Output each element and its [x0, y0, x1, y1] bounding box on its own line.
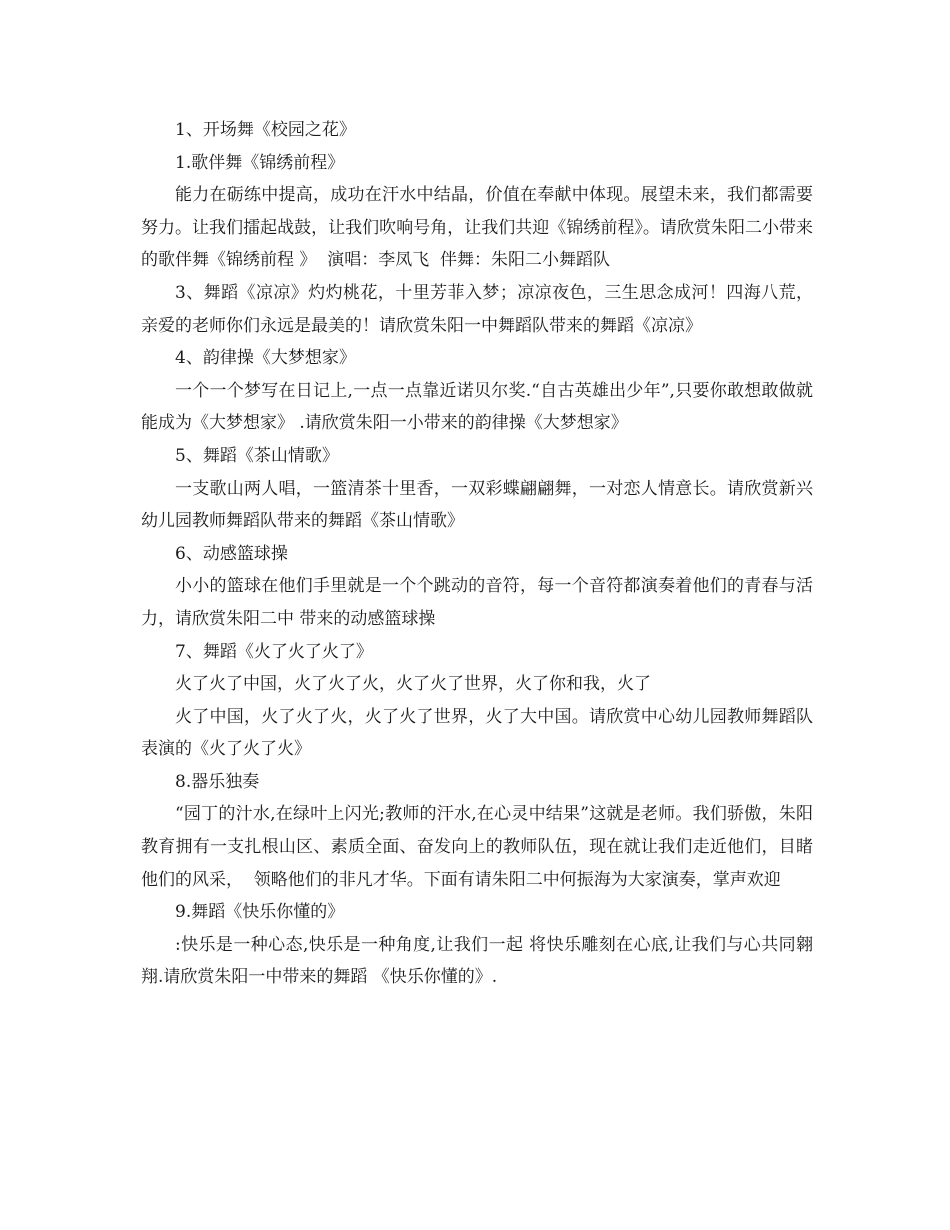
document-body [141, 114, 813, 994]
program-item-title: 7、舞蹈《火了火了火了》 [175, 641, 373, 662]
program-item-intro: 3、舞蹈《凉凉》灼灼桃花，十里芳菲入梦；凉凉夜色，三生思念成河！四海八荒，亲爱的老师你们永远是最美的！请欣赏朱阳一中舞蹈队带来的舞蹈《凉凉》 [141, 282, 813, 336]
program-item-title: 9.舞蹈《快乐你懂的》 [175, 902, 345, 923]
program-item-intro: 火了中国，火了火了火，火了火了世界，火了大中国。请欣赏中心幼儿园教师舞蹈队表演的《火了火了火》 [141, 706, 813, 760]
program-item-title: 6、动感篮球操 [175, 543, 288, 564]
program-item-intro: 小小的篮球在他们手里就是一个个跳动的音符，每一个音符都演奏着他们的青春与活力，请欣赏朱阳二中 带来的动感篮球操 [141, 576, 813, 629]
program-item-intro: 一个一个梦写在日记上,一点一点靠近诺贝尔奖.“自古英雄出少年”,只要你敢想敢做就能成为《大梦想家》 .请欣赏朱阳一小带来的韵律操《大梦想家》 [141, 380, 813, 434]
program-item-title: 4、韵律操《大梦想家》 [175, 348, 356, 369]
program-item-intro: 能力在砺练中提高，成功在汗水中结晶，价值在奉献中体现。展望未来，我们都需要努力。让我们擂起战鼓，让我们吹响号角，让我们共迎《锦绣前程》。请欣赏朱阳二小带来的歌伴舞《锦绣前程 》 演唱：李凤飞 伴舞：朱阳二小舞蹈队 [141, 185, 813, 271]
program-item-title: 1.歌伴舞《锦绣前程》 [175, 152, 345, 173]
program-item-title: 8.器乐独奏 [175, 771, 260, 792]
program-item-intro: 一支歌山两人唱，一篮清茶十里香，一双彩蝶翩翩舞，一对恋人情意长。请欣赏新兴幼儿园教师舞蹈队带来的舞蹈《茶山情歌》 [141, 478, 813, 532]
program-item-title: 5、舞蹈《茶山情歌》 [175, 445, 339, 466]
program-item-intro: “园丁的汁水,在绿叶上闪光;教师的汗水,在心灵中结果”这就是老师。我们骄傲，朱阳教育拥有一支扎根山区、素质全面、奋发向上的教师队伍，现在就让我们走近他们，目睹他们的风采， 领略他们的非凡才华。下面有请朱阳二中何振海为大家演奏，掌声欢迎 [141, 804, 813, 890]
program-item-title: 1、开场舞《校园之花》 [175, 120, 356, 140]
program-item-intro: :快乐是一种心态,快乐是一种角度,让我们一起 将快乐雕刻在心底,让我们与心共同翱翔.请欣赏朱阳一中带来的舞蹈 《快乐你懂的》. [141, 934, 813, 988]
program-item-intro: 火了火了中国，火了火了火，火了火了世界，火了你和我，火了 [175, 674, 651, 695]
